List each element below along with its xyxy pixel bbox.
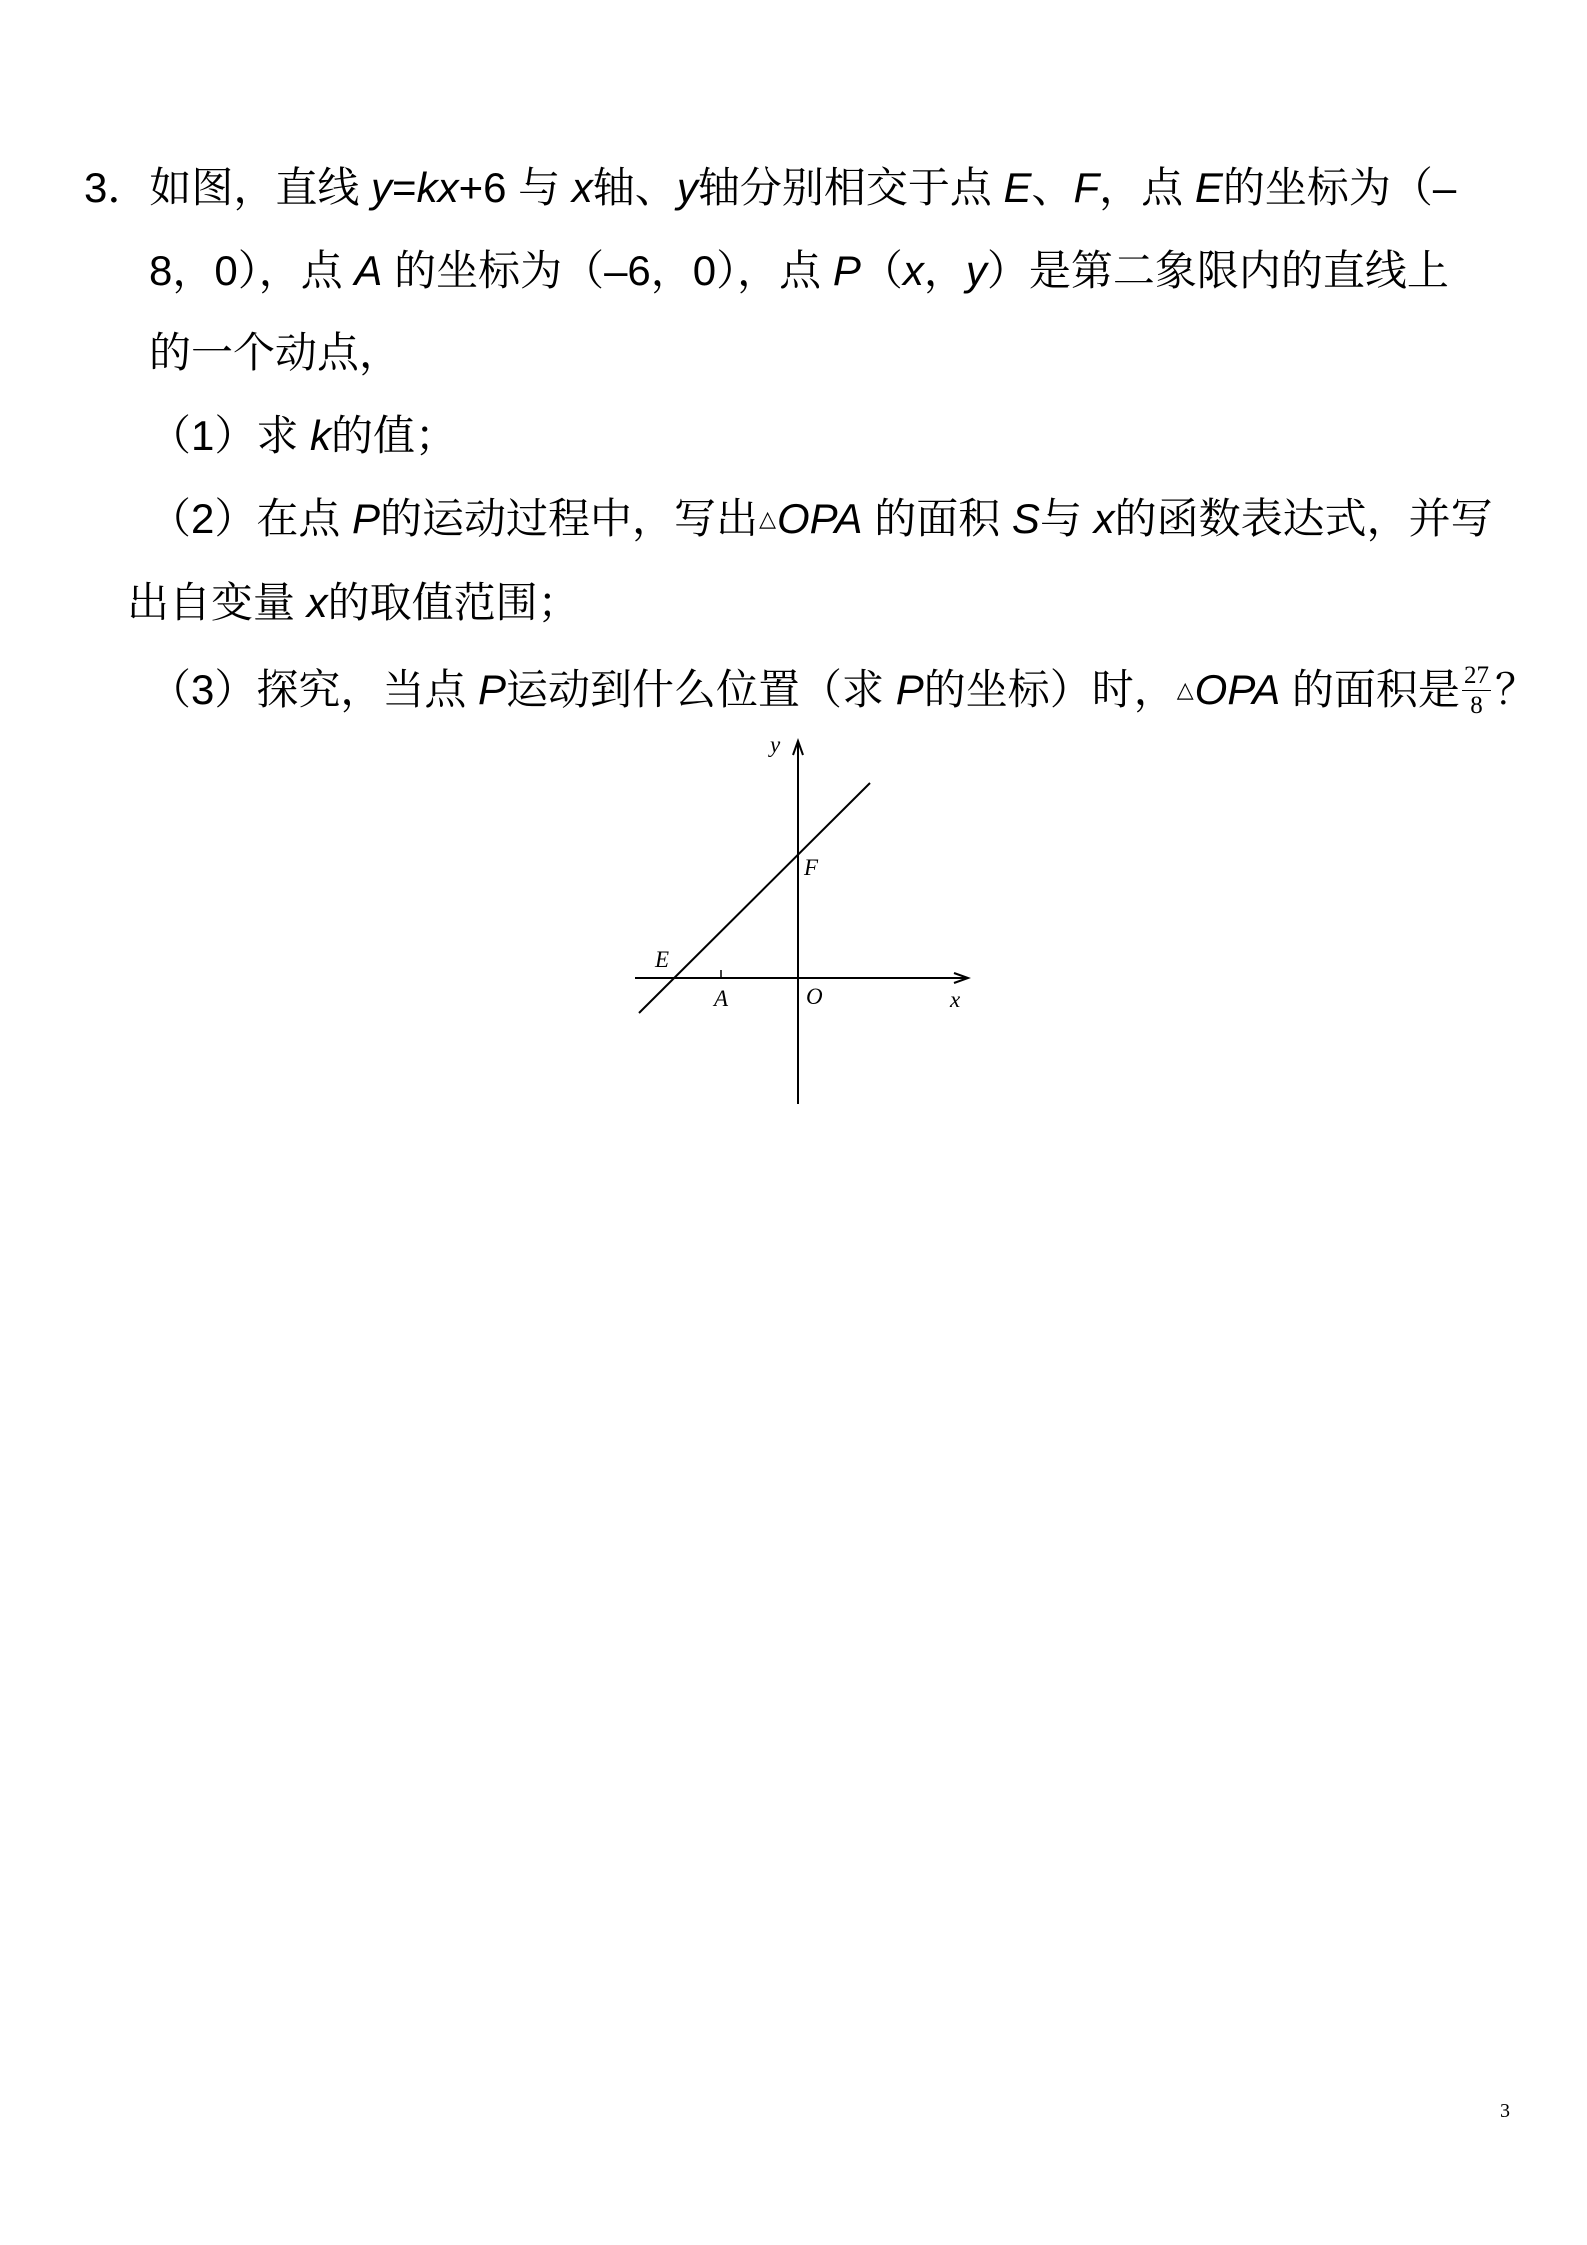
math-variable: P (895, 666, 924, 713)
math-variable: k (310, 412, 332, 459)
question-text: 3．如图，直线 (84, 164, 372, 211)
question-text: 的坐标）时， (923, 666, 1176, 713)
y-axis-label: y (770, 732, 781, 757)
math-variable: OPA (776, 495, 863, 542)
math-variable: y (965, 247, 987, 294)
math-variable: y (371, 164, 393, 211)
math-variable: x (306, 579, 328, 626)
math-variable: E (1194, 164, 1223, 211)
question-line-3 (149, 325, 401, 381)
point-f-label: F (804, 855, 819, 880)
question-text: 8，0），点 (149, 247, 355, 294)
fraction-denominator: 8 (1470, 691, 1483, 719)
question-text: 的函数表达式，并写 (1114, 495, 1493, 542)
question-text: 出自变量 (127, 579, 307, 626)
question-text: （2）在点 (149, 495, 353, 542)
question-text: ，点 (1099, 164, 1195, 211)
question-text: ， (923, 247, 966, 294)
question-line-2 (149, 243, 1449, 299)
fraction (1462, 663, 1491, 718)
fraction-numerator: 27 (1463, 661, 1489, 689)
question-text: 的面积是 (1280, 666, 1460, 713)
question-text: 、 (1031, 164, 1074, 211)
math-variable: x (1093, 495, 1115, 542)
question-text: 的值； (331, 412, 458, 459)
point-e-label: E (655, 947, 670, 972)
math-variable: kx (416, 164, 459, 211)
question-text: ？ (1494, 666, 1537, 713)
math-variable: P (832, 247, 861, 294)
math-variable: OPA (1194, 666, 1281, 713)
question-text: （1）求 (149, 412, 311, 459)
question-text: 的一个动点， (149, 329, 402, 376)
point-a-label: A (714, 986, 729, 1011)
question-text: = (392, 164, 417, 211)
math-variable: E (1003, 164, 1032, 211)
question-text: （3）探究，当点 (149, 666, 479, 713)
math-variable: x (902, 247, 924, 294)
question-text: +6 与 (458, 164, 572, 211)
triangle-symbol: △ (1176, 677, 1194, 702)
question-text: 轴、 (592, 164, 677, 211)
page-number: 3 (1500, 2100, 1510, 2122)
question-part-3 (149, 662, 1537, 718)
question-text: 的运动过程中，写出 (380, 495, 759, 542)
question-line-1 (84, 160, 1456, 216)
origin-label: O (806, 984, 823, 1009)
math-variable: F (1073, 164, 1100, 211)
math-variable: x (571, 164, 593, 211)
question-text: ）是第二象限内的直线上 (986, 247, 1449, 294)
question-text: 与 (1039, 495, 1094, 542)
question-text: （ (860, 247, 903, 294)
question-part-2-continued (127, 575, 580, 631)
math-variable: P (352, 495, 381, 542)
x-axis-label: x (950, 987, 961, 1012)
question-part-2 (149, 491, 1493, 547)
question-text: 轴分别相交于点 (697, 164, 1004, 211)
question-text: 的坐标为（– (1222, 164, 1457, 211)
triangle-symbol: △ (759, 506, 776, 531)
math-variable: y (676, 164, 698, 211)
math-variable: A (354, 247, 383, 294)
question-part-1 (149, 408, 457, 464)
math-variable: S (1011, 495, 1040, 542)
question-text: 的面积 (862, 495, 1012, 542)
coordinate-figure (620, 730, 980, 1120)
question-text: 的坐标为（–6，0），点 (382, 247, 833, 294)
question-text: 的取值范围； (327, 579, 580, 626)
math-variable: P (478, 666, 507, 713)
question-text: 运动到什么位置（求 (506, 666, 896, 713)
